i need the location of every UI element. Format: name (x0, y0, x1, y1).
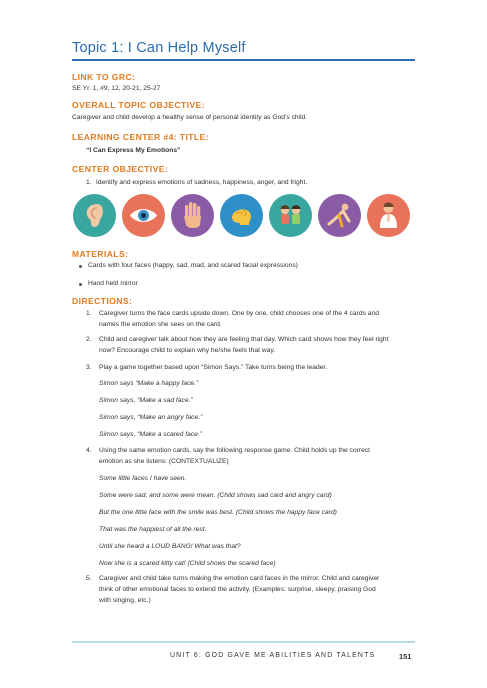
eye-icon (122, 194, 165, 237)
footer-divider (72, 641, 415, 643)
poem-line-5: Until she heard a LOUD BANG! What was that? (99, 543, 241, 550)
hand-icon (171, 194, 214, 237)
praying-child-icon (367, 194, 410, 237)
center-objective-item: Identify and express emotions of sadness, happiness, anger, and fright. (96, 179, 308, 186)
learning-center-heading: LEARNING CENTER #4: TITLE: (72, 132, 209, 142)
step-1-line-2: names the emotion she sees on the card. (99, 321, 222, 328)
poem-line-6: Now she is a scared kitty cat! (Child shows the scared face) (99, 560, 276, 567)
poem-line-4: That was the happiest of all the rest. (99, 526, 207, 533)
bullet-dot (79, 283, 82, 286)
step-2-line-2: now? Encourage child to explain why he/she feels that way. (99, 347, 276, 354)
page-number: 151 (399, 652, 412, 661)
directions-heading: DIRECTIONS: (72, 296, 133, 306)
topic-title: Topic 1: I Can Help Myself (72, 40, 246, 56)
simon-line-2: Simon says, “Make a sad face.” (99, 397, 193, 404)
step-3-text: Play a game together based upon “Simon Says.” Take turns being the leader. (99, 364, 328, 371)
step-3-number: 3. (86, 364, 92, 371)
step-4-line-2: emotion as she listens: (CONTEXTUALIZE) (99, 458, 229, 465)
title-divider (72, 59, 415, 61)
materials-heading: MATERIALS: (72, 249, 129, 259)
objective-heading: OVERALL TOPIC OBJECTIVE: (72, 100, 205, 110)
step-1-number: 1. (86, 310, 92, 317)
materials-item-1: Cards with four faces (happy, sad, mad, and scared facial expressions) (88, 262, 298, 269)
objective-text: Caregiver and child develop a healthy sense of personal identity as God’s child. (72, 114, 308, 121)
simon-line-3: Simon says, “Make an angry face.” (99, 414, 203, 421)
children-icon (269, 194, 312, 237)
sense-icons-row (73, 194, 410, 237)
step-5-number: 5. (86, 575, 92, 582)
center-objective-heading: CENTER OBJECTIVE: (72, 164, 169, 174)
simon-line-4: Simon says, “Make a scared face.” (99, 431, 202, 438)
center-objective-number: 1. (86, 179, 92, 186)
footer-unit-title: UNIT 6: GOD GAVE ME ABILITIES AND TALENTS (170, 652, 376, 659)
link-text: SE Yr. 1, #9, 12, 20-21, 25-27 (72, 85, 161, 92)
step-4-number: 4. (86, 447, 92, 454)
step-4-line-1: Using the same emotion cards, say the following response game. Child holds up the correct (99, 447, 370, 454)
learning-center-title: “I Can Express My Emotions” (86, 147, 181, 154)
bullet-dot (79, 265, 82, 268)
step-2-number: 2. (86, 336, 92, 343)
materials-item-2: Hand held mirror (88, 280, 138, 287)
brain-icon (220, 194, 263, 237)
step-5-line-2: think of other emotional faces to extend the activity. (Examples: surprise, sleepy, praising God (99, 586, 376, 593)
yoga-figure-icon (318, 194, 361, 237)
step-5-line-3: with singing, etc.) (99, 597, 151, 604)
link-heading: LINK TO GRC: (72, 72, 136, 82)
poem-line-2: Some were sad, and some were mean. (Child shows sad card and angry card) (99, 492, 332, 499)
step-1-line-1: Caregiver turns the face cards upside down. One by one, child chooses one of the 4 cards and (99, 310, 379, 317)
step-2-line-1: Child and caregiver talk about how they are feeling that day. Which card shows how they feel right (99, 336, 389, 343)
ear-icon (73, 194, 116, 237)
poem-line-1: Some little faces I have seen. (99, 475, 187, 482)
poem-line-3: But the one little face with the smile was best. (Child shows the happy face card) (99, 509, 337, 516)
step-5-line-1: Caregiver and child take turns making the emotion card faces in the mirror. Child and caregiver (99, 575, 380, 582)
simon-line-1: Simon says “Make a happy face.” (99, 380, 199, 387)
